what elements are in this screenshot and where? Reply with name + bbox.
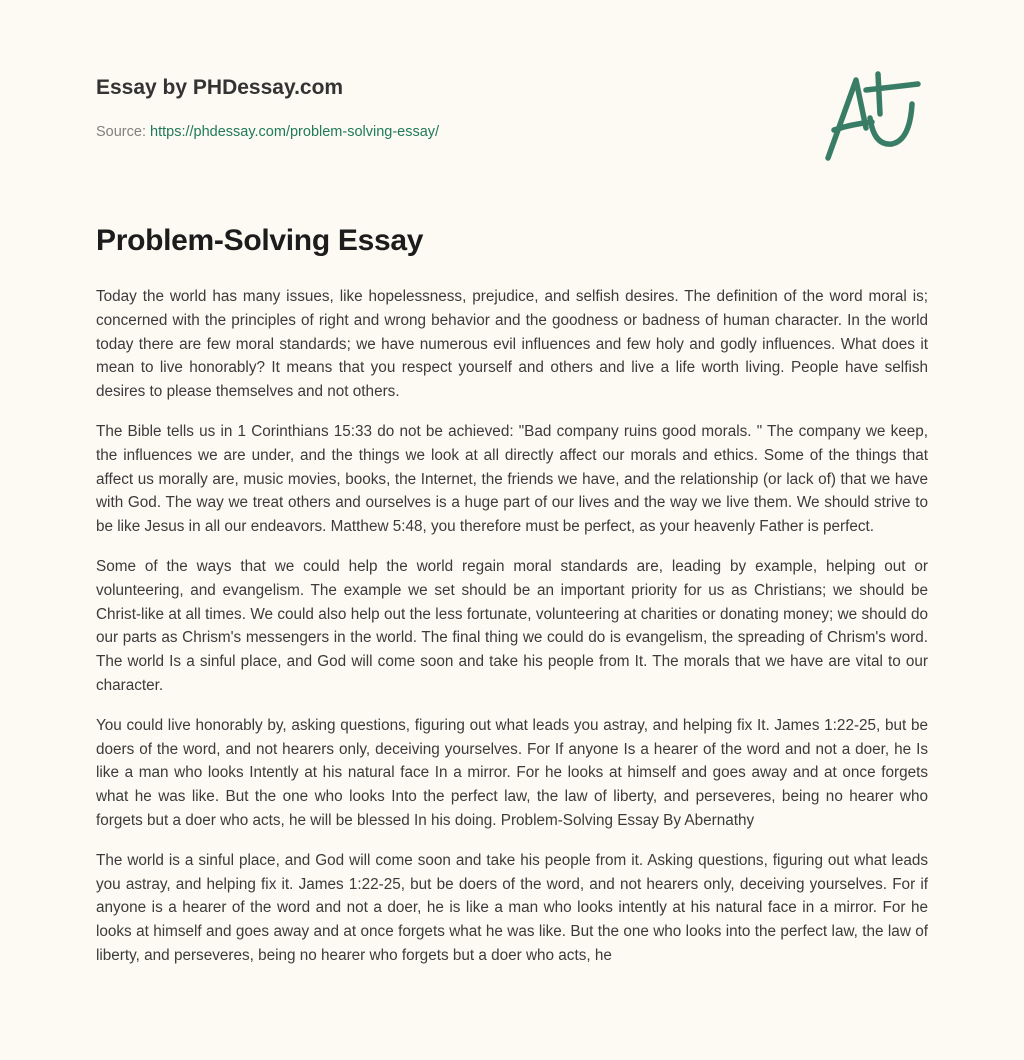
essay-title: Problem-Solving Essay [96,224,424,257]
source-label: Source: [96,124,146,140]
essay-paragraph: Some of the ways that we could help the world regain moral standards are, leading by example, helping out or volunteering, and evangelism. The example we set should be an important priority for us as Christians; we should be Christ-like at all times. We could also help out the less fortunate, volunteering at charities or donating money; we should do our parts as Chrism's messengers in the world. The final thing we could do is evangelism, the spreading of Chrism's word. The world Is a sinful place, and God will come soon and take his people from It. The morals that we have are vital to our character. [96,557,928,694]
source-line [96,124,439,140]
site-title: Essay by PHDessay.com [96,76,344,99]
essay-paragraph: You could live honorably by, asking questions, figuring out what leads you astray, and helping fix It. James 1:22-25, but be doers of the word, and not hearers only, deceiving yourselves. For If anyone Is a hearer of the word and not a doer, he Is like a man who looks Intently at his natural face In a mirror. For he looks at himself and goes away and at once forgets what he was like. But the one who looks Into the perfect law, the law of liberty, and perseveres, being no hearer who forgets but a doer who acts, he will be blessed In his doing. Problem-Solving Essay By Abernathy [96,716,928,829]
essay-paragraph: The world is a sinful place, and God will come soon and take his people from it. Asking questions, figuring out what leads you astray, and helping fix it. James 1:22-25, but be doers of the word, and not hearers only, deceiving yourselves. For if anyone is a hearer of the word and not a doer, he is like a man who looks intently at his natural face in a mirror. For he looks at himself and goes away and at once forgets what he was like. But the one who looks into the perfect law, the law of liberty, and perseveres, being no hearer who forgets but a doer who acts, he [96,851,928,964]
a-plus-logo-icon [822,68,926,164]
essay-paragraph: Today the world has many issues, like hopelessness, prejudice, and selfish desires. The definition of the word moral is; concerned with the principles of right and wrong behavior and the goodness or badness of human character. In the world today there are few moral standards; we have numerous evil influences and few holy and godly influences. What does it mean to live honorably? It means that you respect yourself and others and live a life worth living. People have selfish desires to please themselves and not others. [96,288,928,401]
essay-paragraph: The Bible tells us in 1 Corinthians 15:33 do not be achieved: "Bad company ruins good morals. " The company we keep, the influences we are under, and the things we look at all directly affect our morals and ethics. Some of the things that affect us morally are, music movies, books, the Internet, the friends we have, and the relationship (or lack of) that we have with God. The way we treat others and ourselves is a huge part of our lives and the way we live them. We should strive to be like Jesus in all our endeavors. Matthew 5:48, you therefore must be perfect, as your heavenly Father is perfect. [96,422,928,536]
essay-body [96,285,928,984]
source-link[interactable]: https://phdessay.com/problem-solving-essay/ [150,124,440,140]
